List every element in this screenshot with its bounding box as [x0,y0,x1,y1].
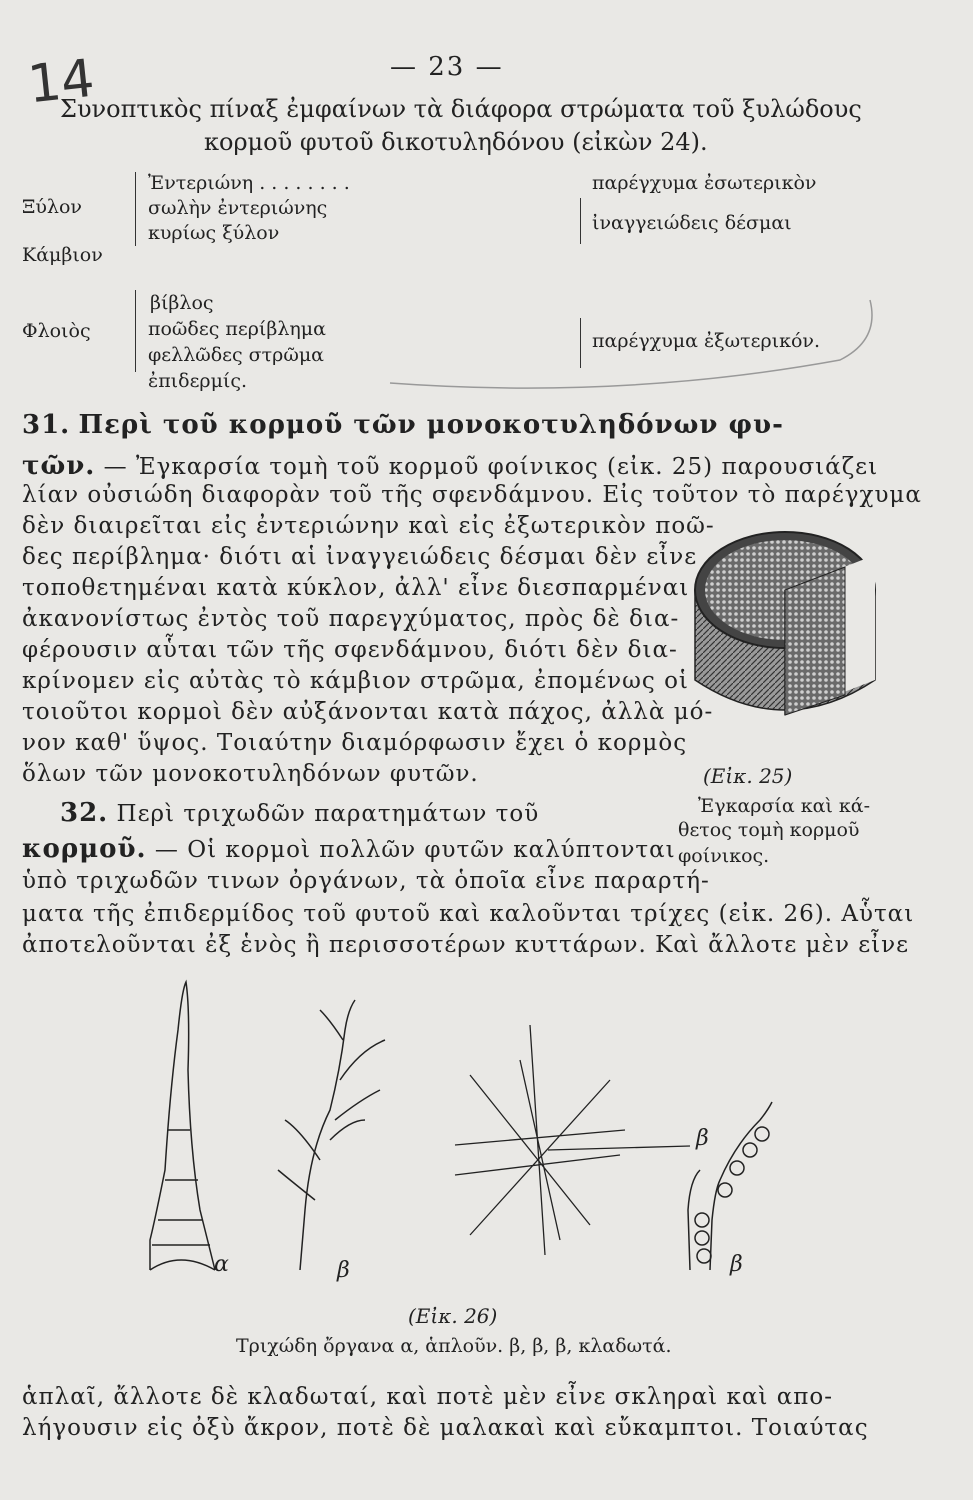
section31-heading: Περὶ τοῦ κορμοῦ τῶν μονοκοτυληδόνων φυ- [78,410,784,440]
desmai: ἰναγγειώδεις δέσμαι [592,212,792,234]
fig25-caption-line2: θετος τομὴ κορμοῦ [678,819,860,841]
row-solin: σωλὴν ἐντεριώνης [148,197,328,219]
hairs-figure [0,970,973,1290]
final-line: ἁπλαῖ, ἄλλοτε δὲ κλαδωταί, καὶ ποτὲ μὲν εἶνε σκληραὶ καὶ απο- [22,1384,833,1410]
branched-hair-b1 [278,1000,385,1270]
fig26-caption: Τριχώδη ὄργανα α, ἁπλοῦν. β, β, β, κλαδωτά. [236,1335,672,1357]
row-enteroni: Ἐντεριώνη . . . . . . . . [148,172,350,194]
section32-intro: — Οἱ κορμοὶ πολλῶν φυτῶν καλύπτονται [154,837,676,863]
parenchyma-inner: παρέγχυμα ἐσωτερικὸν [592,172,817,194]
section31-line: ἀκανονίστως ἐντὸς τοῦ παρεγχύματος, πρὸς δὲ δια- [22,606,680,632]
final-line: λήγουσιν εἰς ὀξὺ ἄκρον, ποτὲ δὲ μαλακαὶ καὶ εὔκαμπτοι. Τοιαύτας [22,1415,869,1441]
section31-line: κρίνομεν εἰς αὐτὰς τὸ κάμβιον στρῶμα, ἐπομένως οἱ [22,668,689,694]
section31-line: λίαν οὐσιώδη διαφορὰν τοῦ τῆς σφενδάμνου. Εἰς τοῦτον τὸ παρέγχυμα [22,482,922,508]
row-vivlos: βίβλος [150,292,214,314]
section32-heading: Περὶ τριχωδῶν παρατημάτων τοῦ [116,801,540,827]
section31-line: τοιοῦτοι κορμοὶ δὲν αὐξάνονται κατὰ πάχος, ἀλλὰ μό- [22,699,714,725]
section32-heading-line1 [60,798,539,828]
fig26-label: (Εἰκ. 26) [408,1304,498,1328]
table-title-line2: κορμοῦ φυτοῦ δικοτυληδόνου (εἰκὼν 24). [204,128,708,156]
label-xylon: Ξύλον [22,196,82,218]
section32-number: 32. [60,798,109,828]
table-title-line1: Συνοπτικὸς πίναξ ἐμφαίνων τὰ διάφορα στρώματα τοῦ ξυλώδους [60,95,862,123]
section31-number: 31. [22,410,71,440]
section31-line: δες περίβλημα· διότι αἱ ἰναγγειώδεις δέσμαι δὲν εἶνε [22,544,698,570]
section32-heading-end: κορμοῦ. [22,834,147,864]
section32-line: ἀποτελοῦνται ἐξ ἑνὸς ἢ περισσοτέρων κυττάρων. Καὶ ἄλλοτε μὲν εἶνε [22,932,910,958]
fig26-letter-b2: β [696,1126,709,1151]
section32-heading-line2 [22,834,676,864]
section31-heading-end: τῶν. [22,451,96,481]
fig25-label: (Εἰκ. 25) [703,764,793,788]
parenchyma-outer: παρέγχυμα ἐξωτερικόν. [592,330,820,352]
section32-line: ματα τῆς ἐπιδερμίδος τοῦ φυτοῦ καὶ καλοῦνται τρίχες (εἰκ. 26). Αὗται [22,901,915,927]
section31-line: νον καθ' ὕψος. Τοιαύτην διαμόρφωσιν ἔχει ὁ κορμὸς [22,730,688,756]
section31-line: ὅλων τῶν μονοκοτυληδόνων φυτῶν. [22,761,479,787]
label-phloios: Φλοιὸς [22,320,91,342]
section31-heading-line2 [22,451,878,481]
label-kambion: Κάμβιον [22,244,103,266]
section31-line: φέρουσιν αὗται τῶν τῆς σφενδάμνου, διότι δὲν δια- [22,637,678,663]
section31-heading-line1 [22,410,784,440]
palm-trunk-figure [685,515,885,745]
fig25-caption-line3: φοίνικος. [678,845,770,867]
section31-intro: — Ἐγκαρσία τομὴ τοῦ κορμοῦ φοίνικος (εἰκ. 25) παρουσιάζει [103,454,879,480]
fig25-caption-line1: Ἐγκαρσία καὶ κά- [698,795,871,817]
fig26-letter-b1: β [337,1258,350,1283]
row-podes: ποῶδες περίβλημα [148,318,326,340]
row-kyrios: κυρίως ξύλον [148,222,280,244]
section32-line: ὑπὸ τριχωδῶν τινων ὀργάνων, τὰ ὁποῖα εἶνε παραρτή- [22,868,710,894]
fig26-letter-b3: β [730,1252,743,1277]
section31-line: τοποθετημέναι κατὰ κύκλον, ἀλλ' εἶνε διεσπαρμέναι [22,575,690,601]
page-number: — 23 — [390,52,504,82]
row-fellodes: φελλῶδες στρῶμα [148,344,325,366]
fig26-letter-a: α [214,1252,229,1277]
section31-line: δὲν διαιρεῖται εἰς ἐντεριώνην καὶ εἰς ἐξωτερικὸν ποῶ- [22,513,715,539]
handwritten-page-number: 14 [25,48,98,116]
stellate-hair-b2 [455,1025,690,1255]
simple-hair-a [150,982,215,1270]
row-epidermis: ἐπιδερμίς. [148,370,248,392]
